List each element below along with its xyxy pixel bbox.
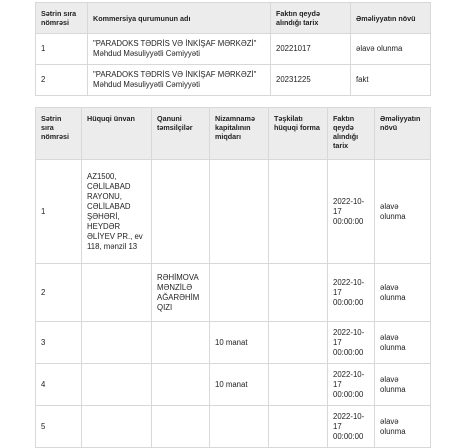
legal-address: AZ1500, CƏLİLABAD RAYONU, CƏLİLABAD ŞƏHƏRİ, HEYDƏR ƏLİYEV PR., ev 118, mənzil 13 xyxy=(82,160,152,264)
header-legal-address: Hüquqi ünvan xyxy=(82,108,152,160)
header-charter-capital: Nizamnamə kapitalının miqdarı xyxy=(210,108,269,160)
header-fact-date: Faktın qeydə alındığı tarix xyxy=(328,108,375,160)
header-legal-representatives: Qanuni təmsilçilər xyxy=(152,108,210,160)
table-header-row xyxy=(36,3,431,34)
fact-date: 2022-10-17 00:00:00 xyxy=(328,322,375,364)
entity-name: "PARADOKS TƏDRİS VƏ İNKİŞAF MƏRKƏZİ" Məhdud Məsuliyyətli Cəmiyyəti xyxy=(88,34,271,65)
charter-capital xyxy=(210,264,269,322)
header-fact-date: Faktın qeydə alındığı tarix xyxy=(271,3,351,34)
table-row xyxy=(36,34,431,65)
commercial-entity-table xyxy=(35,2,431,96)
fact-date: 2022-10-17 00:00:00 xyxy=(328,264,375,322)
charter-capital: 10 manat xyxy=(210,322,269,364)
fact-date: 2022-10-17 00:00:00 xyxy=(328,160,375,264)
header-row-number: Sətrin sıra nömrəsi xyxy=(36,108,82,160)
legal-address xyxy=(82,322,152,364)
header-operation-type: Əməliyyatın növü xyxy=(375,108,431,160)
legal-form xyxy=(269,364,328,406)
header-row-number: Sətrin sıra nömrəsi xyxy=(36,3,88,34)
operation-type: əlavə olunma xyxy=(351,34,431,65)
operation-type: əlavə olunma xyxy=(375,406,431,448)
header-entity-name: Kommersiya qurumunun adı xyxy=(88,3,271,34)
legal-address xyxy=(82,264,152,322)
table-row xyxy=(36,322,431,364)
legal-representatives xyxy=(152,160,210,264)
row-number: 4 xyxy=(36,364,82,406)
charter-capital xyxy=(210,406,269,448)
fact-date: 2022-10-17 00:00:00 xyxy=(328,406,375,448)
table-row xyxy=(36,160,431,264)
legal-address xyxy=(82,406,152,448)
legal-form xyxy=(269,406,328,448)
fact-date: 20221017 xyxy=(271,34,351,65)
table-row xyxy=(36,264,431,322)
legal-form xyxy=(269,160,328,264)
header-legal-form: Təşkilatı hüquqi forma xyxy=(269,108,328,160)
header-operation-type: Əməliyyatın növü xyxy=(351,3,431,34)
operation-type: fakt xyxy=(351,65,431,96)
entity-details-table xyxy=(35,107,431,448)
table-header-row xyxy=(36,108,431,160)
row-number: 5 xyxy=(36,406,82,448)
operation-type: əlavə olunma xyxy=(375,364,431,406)
legal-form xyxy=(269,322,328,364)
legal-representatives xyxy=(152,322,210,364)
row-number: 3 xyxy=(36,322,82,364)
operation-type: əlavə olunma xyxy=(375,264,431,322)
row-number: 1 xyxy=(36,34,88,65)
table-row xyxy=(36,406,431,448)
operation-type: əlavə olunma xyxy=(375,322,431,364)
charter-capital xyxy=(210,160,269,264)
operation-type: əlavə olunma xyxy=(375,160,431,264)
row-number: 2 xyxy=(36,264,82,322)
table-row xyxy=(36,364,431,406)
legal-representatives: RƏHİMOVA MƏNZİLƏ AĞARƏHİM QIZI xyxy=(152,264,210,322)
fact-date: 2022-10-17 00:00:00 xyxy=(328,364,375,406)
row-number: 1 xyxy=(36,160,82,264)
legal-representatives xyxy=(152,406,210,448)
legal-form xyxy=(269,264,328,322)
charter-capital: 10 manat xyxy=(210,364,269,406)
table-row xyxy=(36,65,431,96)
legal-representatives xyxy=(152,364,210,406)
fact-date: 20231225 xyxy=(271,65,351,96)
row-number: 2 xyxy=(36,65,88,96)
entity-name: "PARADOKS TƏDRİS VƏ İNKİŞAF MƏRKƏZİ" Məhdud Məsuliyyətli Cəmiyyəti xyxy=(88,65,271,96)
legal-address xyxy=(82,364,152,406)
